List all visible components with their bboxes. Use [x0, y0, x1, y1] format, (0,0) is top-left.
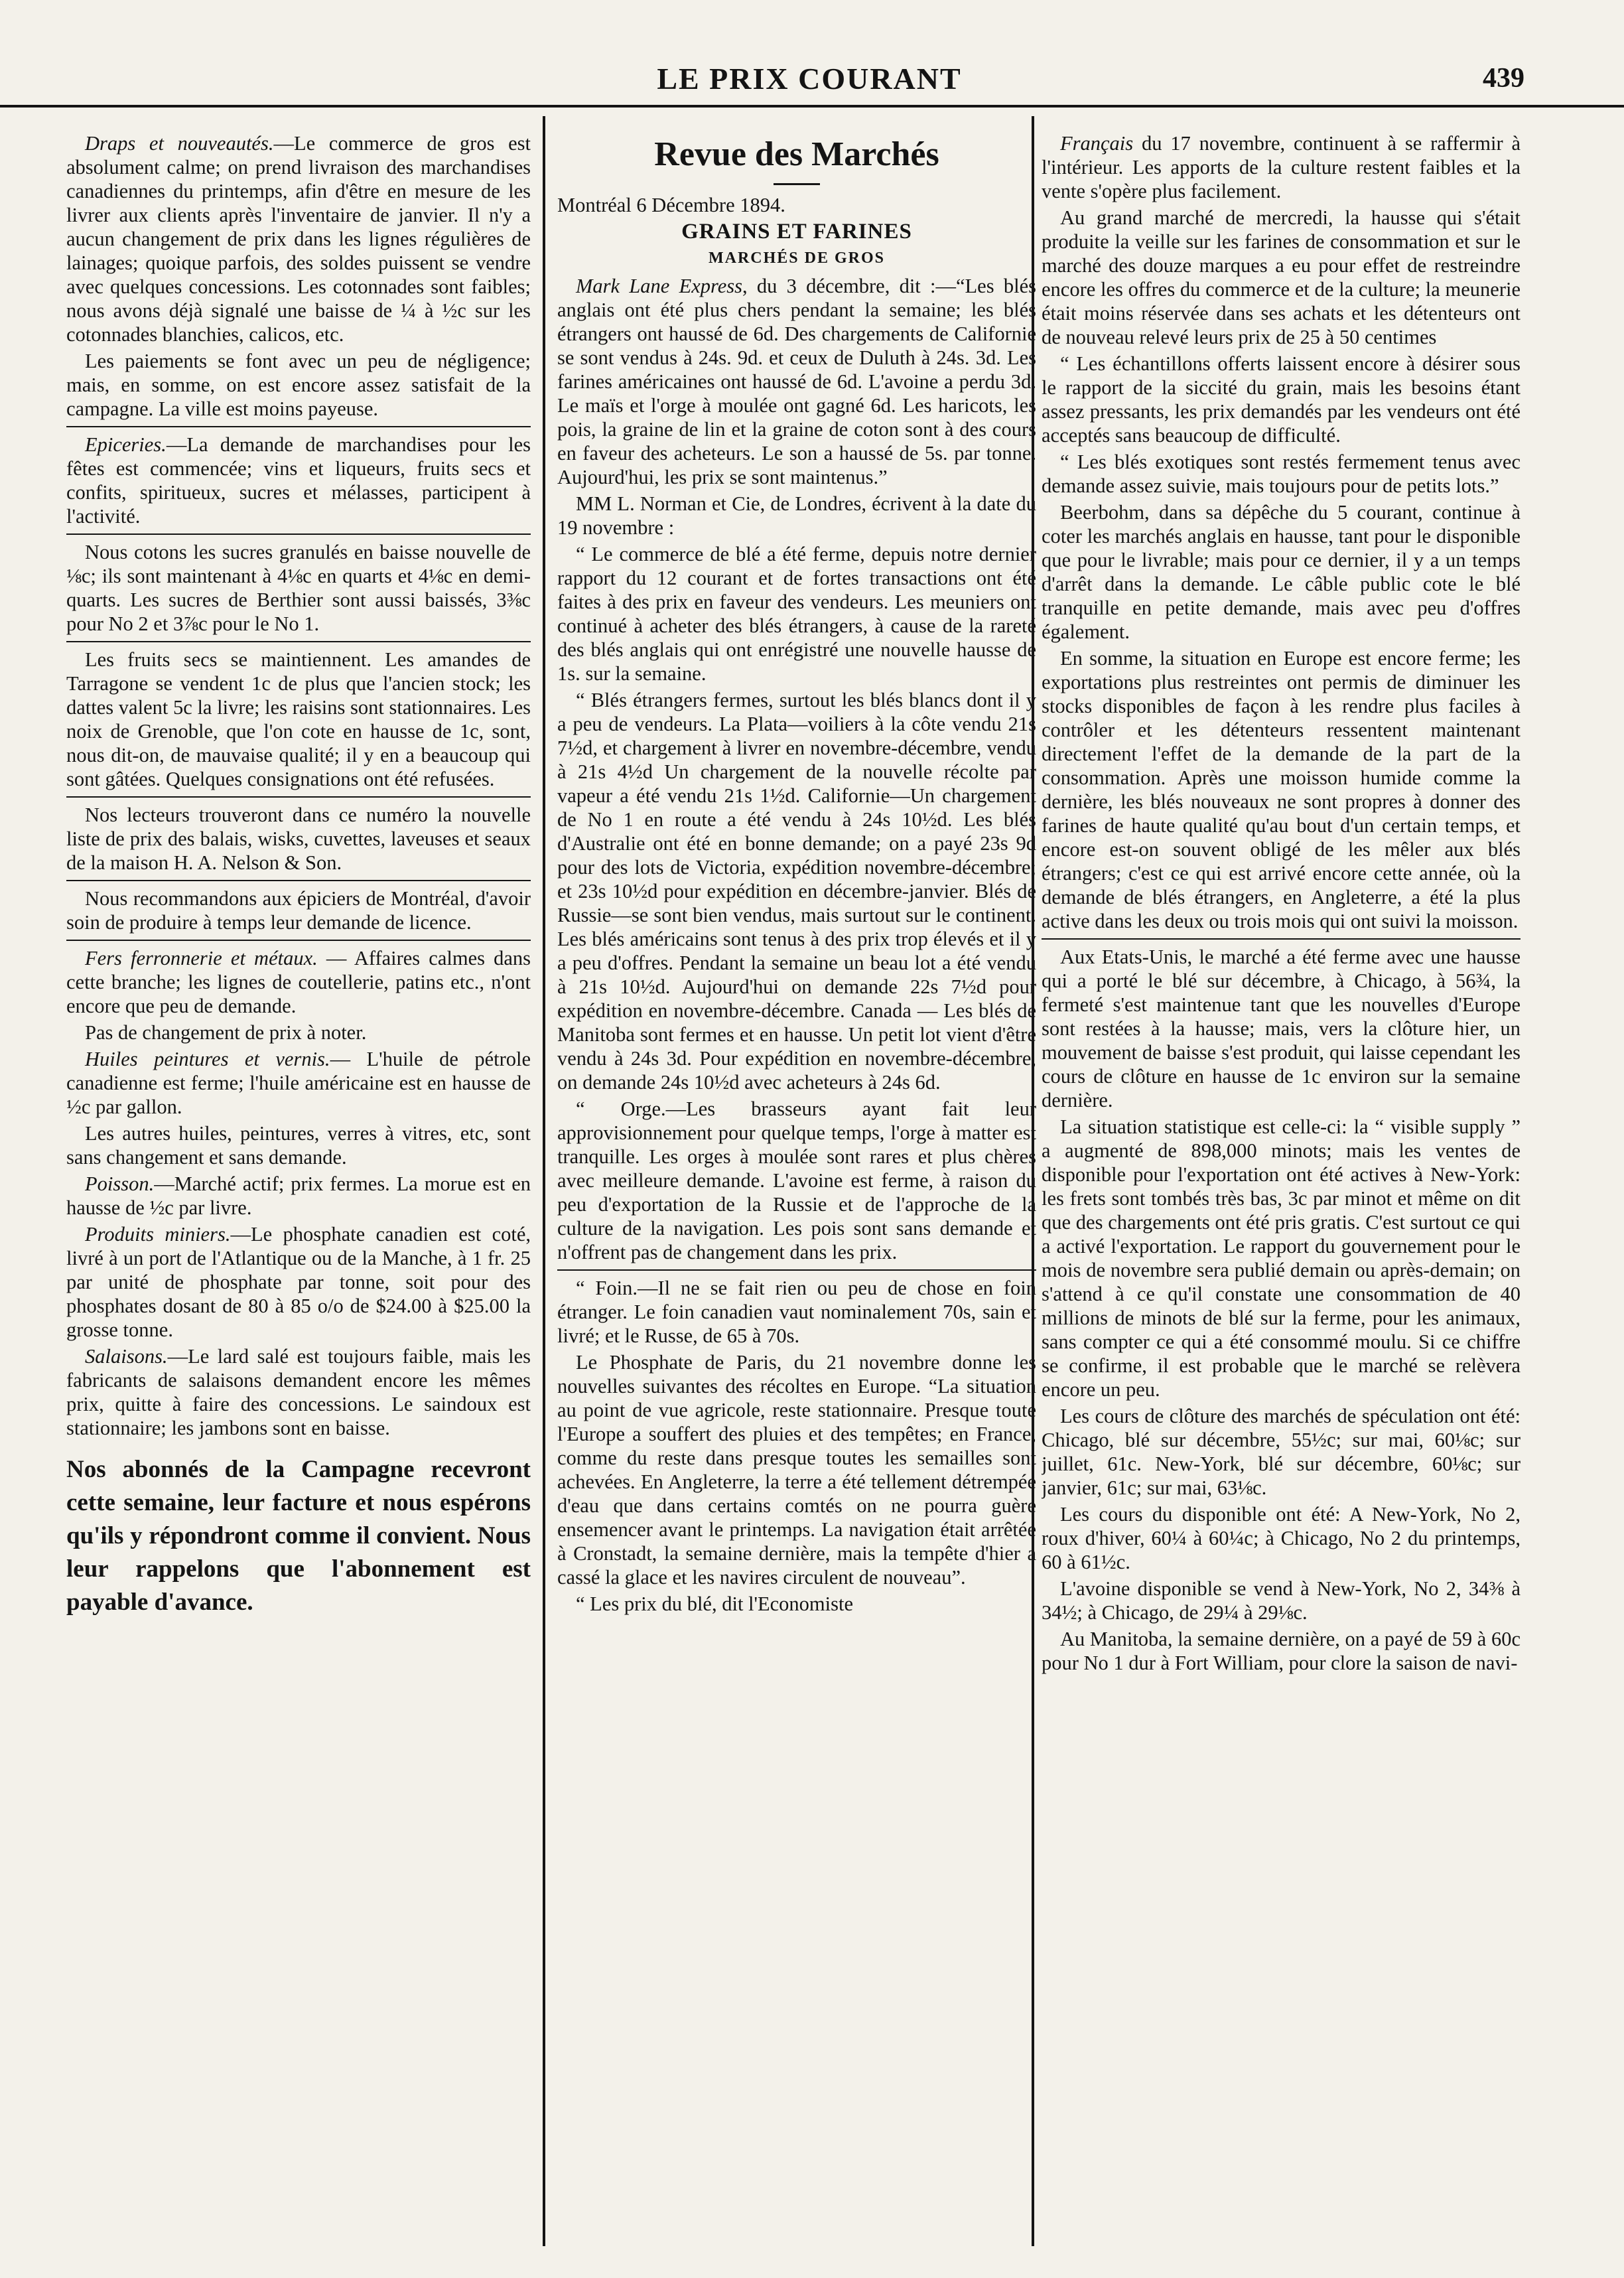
- paragraph: [66, 803, 531, 875]
- paragraph: [1042, 352, 1521, 447]
- paragraph-text: —Le commerce de gros est absolument calme; on prend livraison des marchandises canadiennes du printemps, afin d'être en mesure de les livrer aux clients après l'inventaire de janvier. Il n'y a aucun changement de prix dans les lignes régulières de lainages; quoique parfois, des soldes puissent se vendre avec quelques concessions. Les cotonnades sont faibles; nous avons déjà signalé une baisse de ¼ à ½c sur les cotonnades blanchies, calicos, etc.: [66, 132, 531, 346]
- paragraph: [66, 540, 531, 636]
- paragraph: [1042, 646, 1521, 933]
- paragraph-text: MM L. Norman et Cie, de Londres, écrivent à la date du 19 novembre :: [557, 492, 1036, 539]
- paragraph-text: Au grand marché de mercredi, la hausse qui s'était produite la veille sur les farines de consommation et sur le marché des douze marques a eu pour effet de restreindre encore les offres du commerce et de la culture; la meunerie était moins réservée dans ses achats et les détenteurs ont de nouveau relevé leurs prix de 25 à 50 centimes: [1042, 206, 1521, 348]
- paragraph-keyword: Poisson.: [85, 1173, 155, 1195]
- paragraph-text: Nous cotons les sucres granulés en baisse nouvelle de ⅛c; ils sont maintenant à 4⅛c en quarts et 4⅛c en demi-quarts. Les sucres de Berthier sont aussi baissés, 3⅜c pour No 2 et 3⅞c pour le No 1.: [66, 541, 531, 635]
- page-header: [0, 61, 1624, 107]
- paragraph: [1042, 1577, 1521, 1624]
- paragraph: [557, 1350, 1036, 1589]
- paragraph-text: —Le lard salé est toujours faible, mais les fabricants de salaisons demandent encore les mêmes prix, quitte à faire des concessions. Le saindoux est stationnaire; les jambons sont en baisse.: [66, 1345, 531, 1439]
- paragraph-text: —Marché actif; prix fermes. La morue est en hausse de ½c par livre.: [66, 1173, 531, 1219]
- paragraph: [66, 1344, 531, 1440]
- section-divider: [66, 534, 531, 535]
- paragraph-text: “ Orge.—Les brasseurs ayant fait leur approvisionnement pour quelque temps, l'orge à matter est tranquille. Les orges à moulée sont rares et plus chères avec meilleure demande. L'avoine est ferme, à raison du peu d'exportation de la Russie et de l'approche de la culture de la navigation. Les pois sont sans demande et n'offrent pas de changement dans les prix.: [557, 1098, 1036, 1263]
- paragraph: [1042, 1115, 1521, 1401]
- paragraph-text: Les fruits secs se maintiennent. Les amandes de Tarragone se vendent 1c de plus que l'ancien stock; les dattes valent 5c la livre; les raisins sont stationnaires. Les noix de Grenoble, que l'on cote en hausse de 1c, sont, nous dit-on, de mauvaise qualité; il y en a beaucoup qui sont gâtées. Quelques consignations ont été refusées.: [66, 648, 531, 790]
- subscriber-notice: Nos abonnés de la Campagne recevront cette semaine, leur facture et nous espérons qu'ils y répondront comme il convient. Nous leur rappelons que l'abonnement est payable d'avance.: [66, 1456, 531, 1616]
- paragraph: [1042, 1627, 1521, 1675]
- paragraph: [66, 946, 531, 1018]
- paragraph-text: “ Les échantillons offerts laissent encore à désirer sous le rapport de la siccité du grain, mais les besoins étant assez pressants, les prix demandés par les vendeurs ont été acceptés sans beaucoup de difficulté.: [1042, 352, 1521, 447]
- column-3-body: [1042, 131, 1521, 1675]
- section-divider: [66, 796, 531, 798]
- paragraph: [1042, 945, 1521, 1112]
- paragraph: [66, 887, 531, 934]
- article-title: Revue des Marchés: [654, 135, 939, 173]
- section-divider: [66, 426, 531, 427]
- page-number: 439: [1483, 63, 1524, 94]
- paragraph-text: du 17 novembre, continuent à se raffermir à l'intérieur. Les apports de la culture restent faibles et la vente s'opère plus facilement.: [1042, 132, 1521, 202]
- section-divider: [1042, 938, 1521, 940]
- paragraph-text: En somme, la situation en Europe est encore ferme; les exportations plus restreintes ont permis de diminuer les stocks disponibles de façon à les rendre plus faciles à contrôler et les détenteurs ressentent maintenant directement l'effet de la demande de la part de la consommation. Après une moisson humide comme la dernière, les blés nouveaux ne sont propres à donner des farines de haute qualité qu'au bout d'un certain temps, et encore est-on souvent obligé de les mêler aux blés étrangers; c'est ce qui est arrivé encore cette année, où la demande de blés étrangers, en Angleterre, a été la plus active dans les deux ou trois mois qui ont suivi la moisson.: [1042, 647, 1521, 932]
- paragraph-text: Les cours de clôture des marchés de spéculation ont été: Chicago, blé sur décembre, 55½c; sur mai, 60⅛c; sur juillet, 61c. New-York, blé sur décembre, 60⅛c; sur janvier, 61c; sur mai, 63⅛c.: [1042, 1405, 1521, 1499]
- paragraph-keyword: Huiles peintures et vernis.: [85, 1048, 330, 1070]
- section-heading: GRAINS ET FARINES: [681, 220, 912, 244]
- paragraph-keyword: Epiceries.: [85, 433, 167, 456]
- title-divider: [774, 183, 820, 185]
- paragraph: [66, 1222, 531, 1342]
- paragraph: [1042, 1502, 1521, 1574]
- paragraph-text: Les autres huiles, peintures, verres à vitres, etc, sont sans changement et sans demande.: [66, 1122, 531, 1169]
- paragraph: [557, 688, 1036, 1094]
- paragraph: [1042, 131, 1521, 203]
- paragraph-text: —La demande de marchandises pour les fêtes est commencée; vins et liqueurs, fruits secs et confits, spiritueux, sucres et mélasses, participent à l'activité.: [66, 433, 531, 528]
- paragraph-keyword: Fers ferronnerie et métaux.: [85, 947, 318, 969]
- paragraph-text: Les paiements se font avec un peu de négligence; mais, en somme, on est encore assez satisfait de la campagne. La ville est moins payeuse.: [66, 350, 531, 420]
- paragraph-text: , du 3 décembre, dit :—“Les blés anglais ont été plus chers pendant la semaine; les blés étrangers ont haussé de 6d. Des chargements de Californie se sont vendus à 24s. 9d. et ceux de Duluth à 24s. 3d. Les farines américaines ont haussé de 6d. L'avoine a perdu 3d. Le maïs et l'orge à moulée ont gagné 6d. Les haricots, les pois, la graine de lin et la graine de coton sont à des cours en faveur des acheteurs. Le son a haussé de 5s. par tonne. Aujourd'hui, les prix se sont maintenus.”: [557, 275, 1036, 488]
- section-divider: [66, 880, 531, 881]
- paragraph-text: Les cours du disponible ont été: A New-York, No 2, roux d'hiver, 60¼ à 60¼c; à Chicago, No 2 du printemps, 60 à 61½c.: [1042, 1503, 1521, 1573]
- paragraph: [66, 433, 531, 528]
- paragraph-text: Aux Etats-Unis, le marché a été ferme avec une hausse qui a porté le blé sur décembre, à Chicago, à 56¾, la fermeté s'est maintenue tant que les nouvelles d'Europe sont restées à la hausse; mais, vers la clôture hier, un mouvement de baisse s'est produit, qui laisse cependant les cours de clôture en hausse de 1c environ sur la semaine dernière.: [1042, 946, 1521, 1111]
- paragraph-keyword: Produits miniers.: [85, 1223, 231, 1246]
- paragraph: [66, 1047, 531, 1119]
- paragraph-text: Beerbohm, dans sa dépêche du 5 courant, continue à coter les marchés anglais en hausse, tant pour le disponible que pour le livrable; mais pour ce dernier, il y a un temps d'arrêt dans la demande. Le câble public cote le blé tranquille en petite demande, mais avec peu d'offres également.: [1042, 501, 1521, 643]
- paragraph: [557, 1592, 1036, 1616]
- dateline: Montréal 6 Décembre 1894.: [557, 194, 785, 216]
- paragraph-text: La situation statistique est celle-ci: la “ visible supply ” a augmenté de 898,000 minots; mais les ventes de disponible pour l'exportation ont été actives à New-York: les frets sont tombés très bas, 3c par minot et même on dit que des chargements ont été pris gratis. C'est surtout ce qui a activé l'exportation. Le rapport du gouvernement pour le mois de novembre sera publié demain ou après-demain; on s'attend à ce qu'il constate une consommation de 40 millions de minots de blé sur la ferme, pour les animaux, sans compter ce qui a été consommé moulu. Si ce chiffre se confirme, il est probable que le marché se relèvera encore un peu.: [1042, 1115, 1521, 1401]
- section-divider: [557, 1269, 1036, 1271]
- column-1: [66, 131, 531, 2248]
- column-3: [1042, 131, 1521, 2248]
- paragraph-text: — Affaires calmes dans cette branche; les lignes de coutellerie, patins etc., n'ont encore que peu de demande.: [66, 947, 531, 1017]
- paragraph-text: Le Phosphate de Paris, du 21 novembre donne les nouvelles suivantes des récoltes en Europe. “La situation au point de vue agricole, reste stationnaire. Presque toute l'Europe a souffert des pluies et des tempêtes; en France, comme du reste dans presque toutes les semailles sont achevées. En Angleterre, la terre a été tellement détrempée d'eau que dans certains comtés on ne pourra guère ensemencer avant le printemps. La navigation était arrêtée à Cronstadt, la semaine dernière, mais la tempête d'hier a cassé la glace et les navires circulent de nouveau”.: [557, 1351, 1036, 1589]
- paragraph: [66, 1021, 531, 1044]
- paragraph: [557, 1097, 1036, 1264]
- paragraph-text: Nos lecteurs trouveront dans ce numéro la nouvelle liste de prix des balais, wisks, cuvettes, laveuses et seaux de la maison H. A. Nelson & Son.: [66, 804, 531, 874]
- paragraph-text: Nous recommandons aux épiciers de Montréal, d'avoir soin de produire à temps leur demande de licence.: [66, 887, 531, 934]
- paragraph: [557, 1276, 1036, 1348]
- column-2-body: [557, 274, 1036, 1616]
- column-2: [557, 131, 1036, 2248]
- paragraph-text: “ Le commerce de blé a été ferme, depuis notre dernier rapport du 12 courant et de fortes transactions ont été faites à des prix en faveur des vendeurs. Les meuniers ont continué à acheter des blés étrangers, à cause de la rareté des blés anglais qui ont enrégistré une nouvelle hausse de 1s. sur la semaine.: [557, 543, 1036, 685]
- paragraph-text: —Le phosphate canadien est coté, livré à un port de l'Atlantique ou de la Manche, à 1 fr. 25 par unité de phosphate par tonne, soit pour des phosphates dosant de 80 à 85 o/o de $24.00 à $25.00 la grosse tonne.: [66, 1223, 531, 1341]
- section-divider: [66, 641, 531, 642]
- paragraph-keyword: Draps et nouveautés.: [85, 132, 274, 155]
- paragraph-keyword: Salaisons.: [85, 1345, 168, 1368]
- paragraph-keyword: Français: [1060, 132, 1134, 155]
- paragraph: [1042, 500, 1521, 644]
- column-rule-1: [543, 116, 545, 2246]
- paragraph-keyword: Mark Lane Express: [576, 275, 743, 297]
- paragraph: [66, 349, 531, 421]
- paragraph-text: — L'huile de pétrole canadienne est ferme; l'huile américaine est en hausse de ½c par gallon.: [66, 1048, 531, 1118]
- column-1-body: [66, 131, 531, 1440]
- paragraph-text: L'avoine disponible se vend à New-York, No 2, 34⅜ à 34½; à Chicago, de 29¼ à 29⅛c.: [1042, 1577, 1521, 1624]
- paragraph: [66, 1121, 531, 1169]
- paragraph-text: “ Les blés exotiques sont restés fermement tenus avec demande assez suivie, mais toujours pour de petits lots.”: [1042, 451, 1521, 497]
- subsection-heading: MARCHÉS DE GROS: [708, 249, 886, 267]
- paragraph: [557, 542, 1036, 685]
- masthead-title: LE PRIX COURANT: [657, 62, 962, 96]
- paragraph: [66, 131, 531, 346]
- paragraph-text: “ Blés étrangers fermes, surtout les blés blancs dont il y a peu de vendeurs. La Plata—voiliers à la côte vendu 21s 7½d, et chargement à livrer en novembre-décembre, vendu à 21s 4½d Un chargement de la nouvelle récolte par vapeur a été vendu 21s 1½d. Californie—Un chargement de No 1 en route a été vendu à 24s 10½d. Les blés d'Australie ont été en bonne demande; on a payé 23s 9d pour des lots de Victoria, expédition novembre-décembre; et 23s 10½d pour expédition en décembre-janvier. Blés de Russie—se sont bien vendus, mais surtout sur le continent. Les blés américains sont tenus à des prix trop élevés et il y a peu d'offres. Pendant la semaine un beau lot a été vendu à 21s 10½d. Aujourd'hui on demande 22s 7½d pour expédition en novembre-décembre. Canada — Les blés de Manitoba sont fermes et en hausse. Un petit lot vient d'être vendu à 24s 3d. Pour expédition en novembre-décembre, on demande 24s 10½d avec acheteurs à 24s 6d.: [557, 689, 1036, 1094]
- paragraph: [1042, 450, 1521, 498]
- paragraph: [1042, 1404, 1521, 1500]
- paragraph: [1042, 206, 1521, 349]
- paragraph: [557, 492, 1036, 539]
- paragraph-text: “ Foin.—Il ne se fait rien ou peu de chose en foin étranger. Le foin canadien vaut nominalement 70s, sain et livré; et le Russe, de 65 à 70s.: [557, 1277, 1036, 1347]
- paragraph: [66, 648, 531, 791]
- paragraph-text: Pas de changement de prix à noter.: [85, 1021, 367, 1044]
- paragraph: [557, 274, 1036, 489]
- paragraph-text: Au Manitoba, la semaine dernière, on a payé de 59 à 60c pour No 1 dur à Fort William, pour clore la saison de navi-: [1042, 1628, 1521, 1674]
- paragraph: [66, 1172, 531, 1220]
- section-divider: [66, 940, 531, 941]
- paragraph-text: “ Les prix du blé, dit l'Economiste: [576, 1593, 854, 1615]
